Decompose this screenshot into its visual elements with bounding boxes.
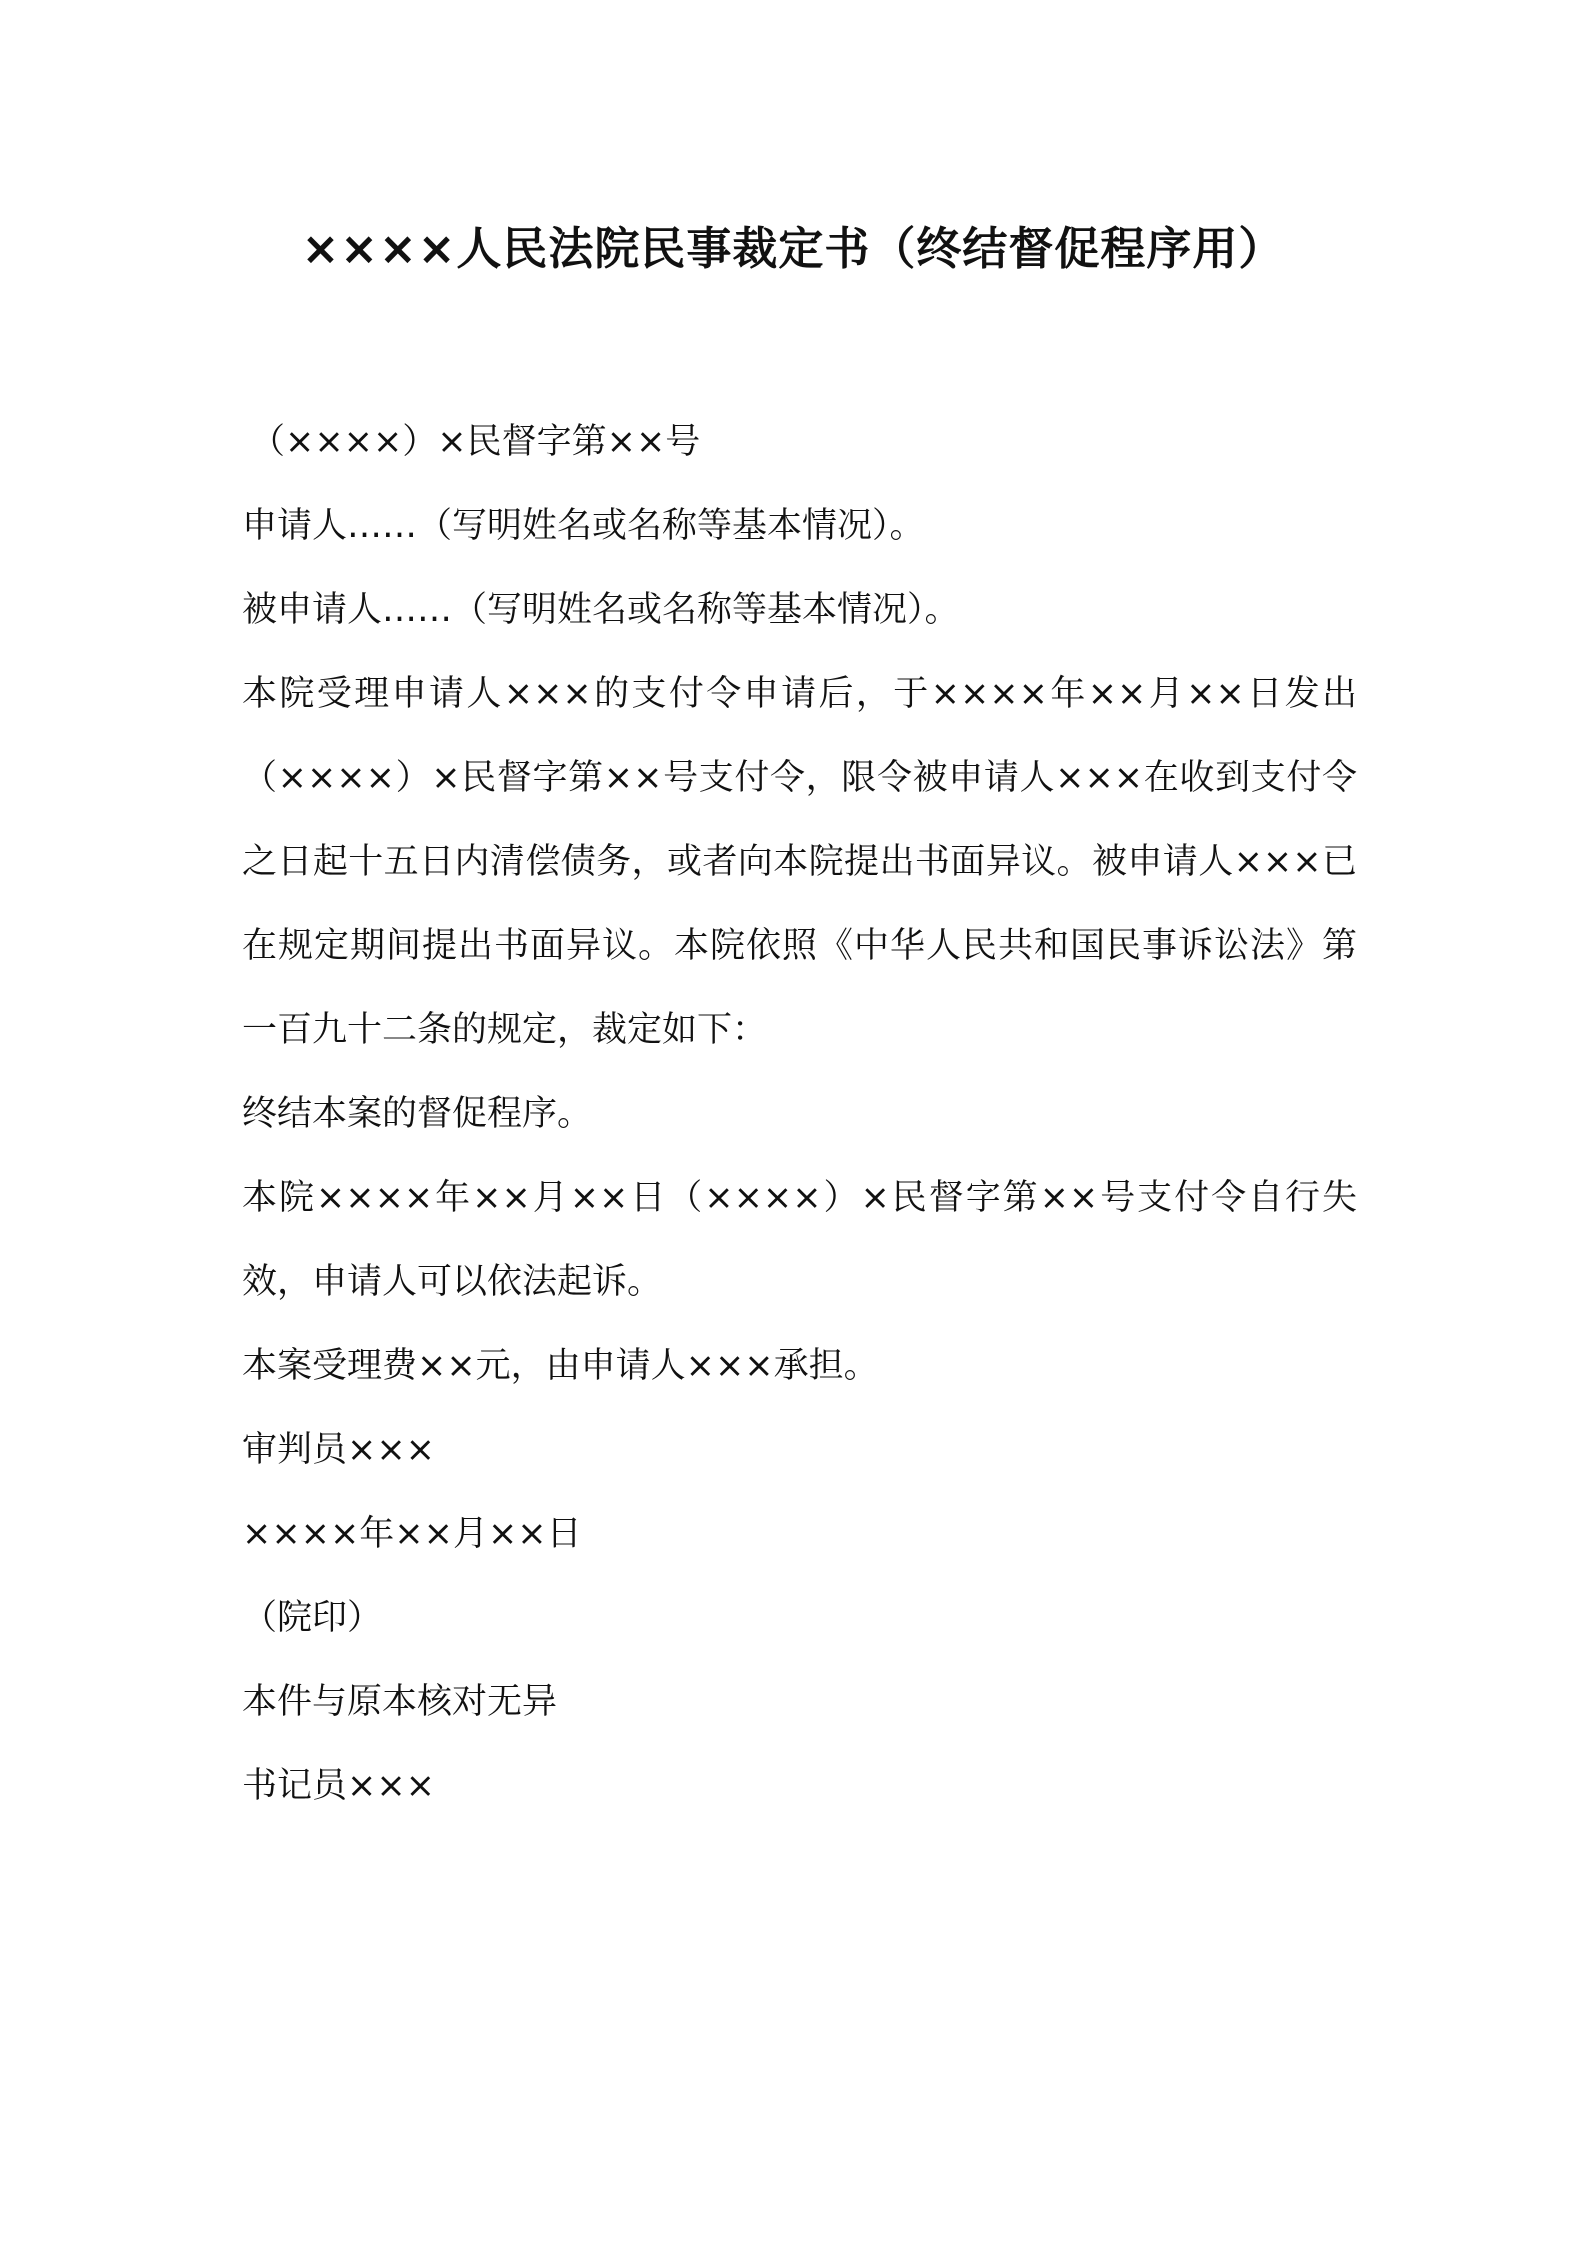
seal-line: （院印） bbox=[242, 1598, 383, 1638]
date-line: ××××年××月××日 bbox=[242, 1514, 582, 1554]
applicant-line: 申请人……（写明姓名或名称等基本情况）。 bbox=[242, 506, 925, 546]
judge-line: 审判员××× bbox=[242, 1430, 435, 1470]
effect-paragraph: 本院××××年××月××日（××××）×民督字第××号支付令自行失效，申请人可以依法起诉。 bbox=[242, 1178, 1357, 1302]
ruling-line: 终结本案的督促程序。 bbox=[242, 1094, 593, 1134]
document-body bbox=[242, 400, 1357, 1828]
verification-line: 本件与原本核对无异 bbox=[242, 1682, 558, 1722]
clerk-line: 书记员××× bbox=[242, 1766, 435, 1806]
document-title: ××××人民法院民事裁定书（终结督促程序用） bbox=[301, 222, 1285, 275]
fee-line: 本案受理费××元，由申请人×××承担。 bbox=[242, 1346, 879, 1386]
case-number: （××××）×民督字第××号 bbox=[250, 422, 701, 462]
respondent-line: 被申请人……（写明姓名或名称等基本情况）。 bbox=[242, 590, 960, 630]
main-paragraph: 本院受理申请人×××的支付令申请后，于××××年××月××日发出（××××）×民督字第××号支付令，限令被申请人×××在收到支付令之日起十五日内清偿债务，或者向本院提出书面异议。被申请人×××已在规定期间提出书面异议。本院依照《中华人民共和国民事诉讼法》第一百九十二条的规定，裁定如下： bbox=[242, 674, 1357, 1050]
